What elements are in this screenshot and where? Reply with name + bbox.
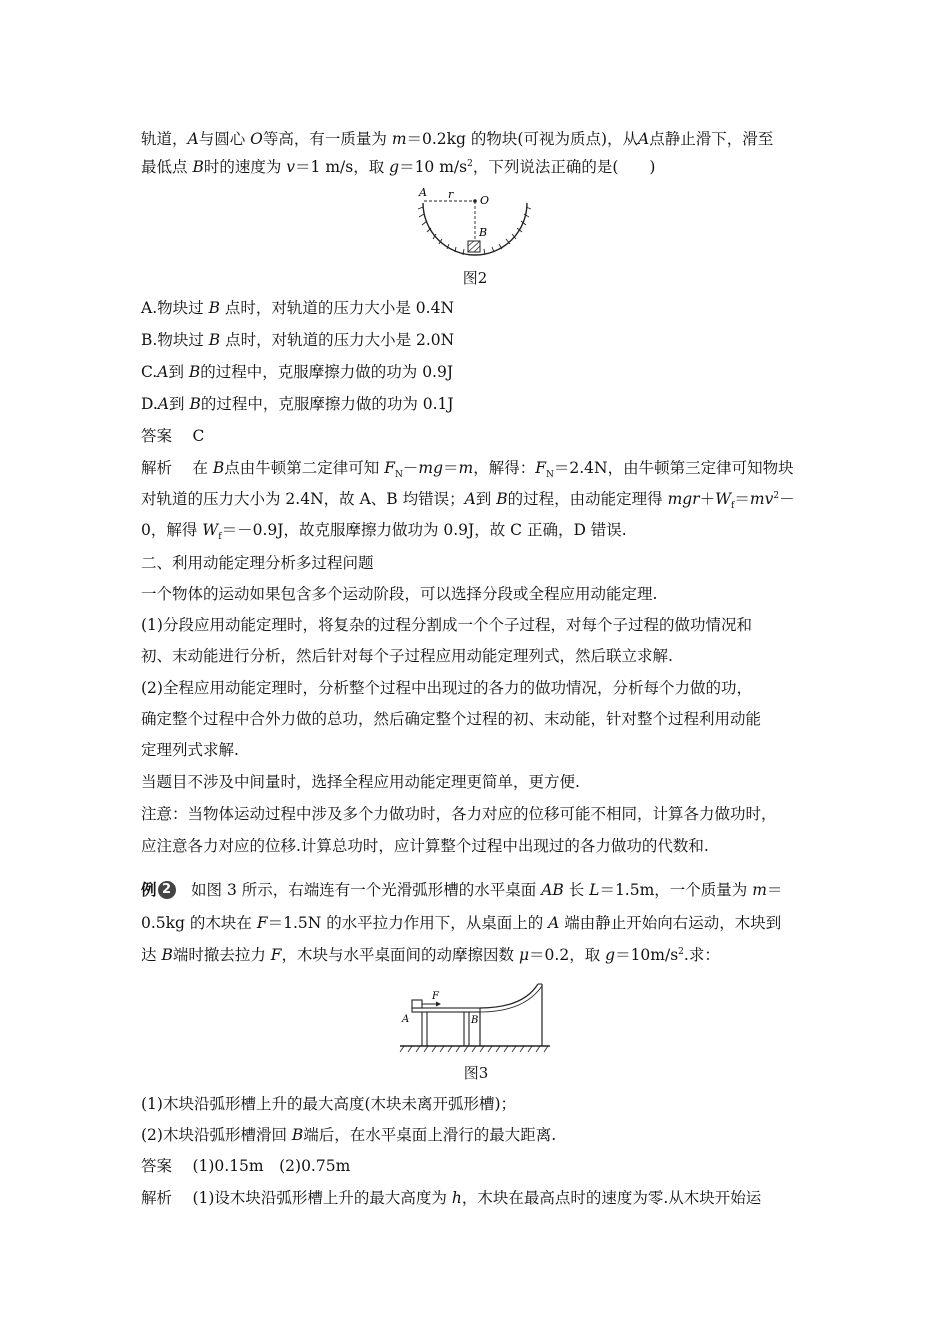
answer-1: 答案 C [141, 427, 205, 445]
option-d: D.A到 B的过程中，克服摩擦力做的功为 0.1J [141, 395, 454, 413]
analysis-2-line-1: 解析 (1)设木块沿弧形槽上升的最大高度为 h，木块在最高点时的速度为零.从木块开始运 [141, 1189, 762, 1207]
figure-2-caption: 图2 [462, 269, 488, 287]
question-1: (1)木块沿弧形槽上升的最大高度(木块未离开弧形槽)； [141, 1095, 517, 1113]
fig2-label-a: A [419, 186, 427, 199]
fig2-label-r: r [448, 188, 454, 201]
problem-text-line-2: 最低点 B时的速度为 v＝1 m/s，取 g＝10 $m/s^2$，下列说法正确的是( ) [141, 158, 656, 176]
example-2-line-2: 0.5kg 的木块在 F＝1.5N 的水平拉力作用下，从桌面上的 A 端由静止开始向右运动，木块到 [141, 914, 782, 932]
analysis-1-line-3: 0，解得 $W_f=-0.9J$，故克服摩擦力做功为 0.9J，故 C 正确，D 错误. [141, 521, 627, 543]
fig2-label-b: B [479, 226, 488, 239]
note-line-1: 注意：当物体运动过程中涉及多个力做功时，各力对应的位移可能不相同，计算各力做功时， [141, 805, 777, 823]
section-2-intro: 一个物体的运动如果包含多个运动阶段，可以选择分段或全程应用动能定理. [141, 585, 658, 603]
example-2-line-3: 达 B端时撤去拉力 F，木块与水平桌面间的动摩擦因数 μ＝0.2，取 $g=10m/s^2$.求： [141, 946, 720, 964]
fig3-label-b: B [471, 1015, 479, 1026]
answer-2: 答案 (1)0.15m (2)0.75m [141, 1157, 351, 1175]
question-2: (2)木块沿弧形槽滑回 B端后，在水平桌面上滑行的最大距离. [141, 1126, 557, 1144]
fig3-label-a: A [402, 1014, 410, 1025]
section-2-title: 二、利用动能定理分析多过程问题 [141, 554, 374, 572]
section-2-p3: 当题目不涉及中间量时，选择全程应用动能定理更简单，更方便. [141, 773, 580, 791]
option-a: A.物块过 B 点时，对轨道的压力大小是 0.4N [141, 299, 455, 317]
problem-text-line-1: 轨道，A与圆心 O等高，有一质量为 m＝0.2kg 的物块(可视为质点)，从A点静止滑下，滑至 [141, 130, 774, 148]
fig3-label-f: F [432, 991, 439, 1002]
section-2-p1-line-2: 初、末动能进行分析，然后针对每个子过程应用动能定理列式，然后联立求解. [141, 647, 673, 665]
figure-3-caption: 图3 [463, 1064, 489, 1082]
option-c: C.A到 B的过程中，克服摩擦力做的功为 0.9J [141, 363, 454, 381]
example-number-icon: 2 [158, 881, 176, 899]
analysis-1-line-2: 对轨道的压力大小为 2.4N，故 A、B 均错误；A到 B的过程，由动能定理得 $mgr+W_f=mv^2-$ [141, 490, 795, 512]
example-badge: 例 2 [141, 880, 176, 900]
figure-3-table-and-curved-track [398, 982, 554, 1054]
example-2-line-1: 例 2 如图 3 所示，右端连有一个光滑弧形槽的水平桌面 AB 长 L＝1.5m，一个质量为 m＝ [141, 880, 783, 899]
fig2-label-o: O [480, 194, 490, 207]
section-2-p2-line-2: 确定整个过程中合外力做的总功，然后确定整个过程的初、末动能，针对整个过程利用动能 [141, 710, 762, 728]
section-2-p2-line-3: 定理列式求解. [141, 741, 239, 759]
note-line-2: 应注意各力对应的位移.计算总功时，应计算整个过程中出现过的各力做功的代数和. [141, 837, 709, 855]
figure-2-semicircle-track [410, 185, 540, 260]
section-2-p2-line-1: (2)全程应用动能定理时，分析整个过程中出现过的各力的做功情况，分析每个力做的功， [141, 679, 752, 697]
option-b: B.物块过 B 点时，对轨道的压力大小是 2.0N [141, 331, 455, 349]
section-2-p1-line-1: (1)分段应用动能定理时，将复杂的过程分割成一个个子过程，对每个子过程的做功情况和 [141, 616, 752, 634]
analysis-1-line-1: 解析 在 B点由牛顿第二定律可知 $F_N-mg=m$，解得：$F_N=2.4N$，由牛顿第三定律可知物块 [141, 459, 794, 481]
